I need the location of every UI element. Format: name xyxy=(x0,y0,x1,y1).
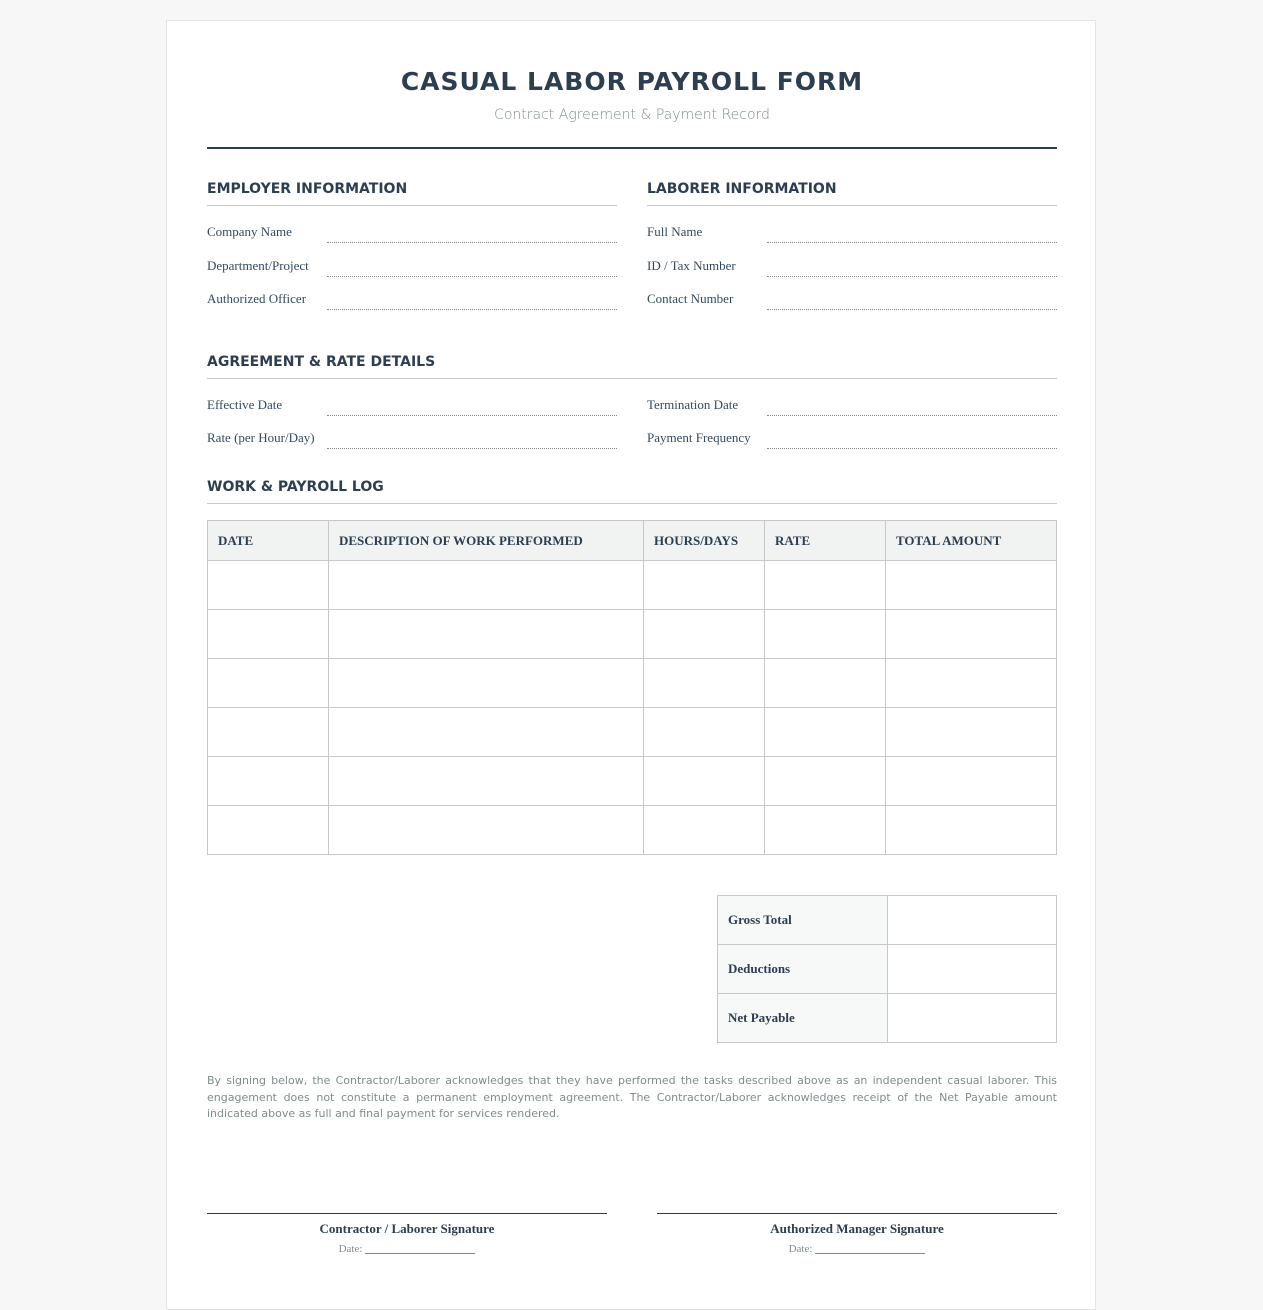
column-header-rate: RATE xyxy=(765,521,886,561)
gross-total-label: Gross Total xyxy=(718,896,888,945)
column-header-total: TOTAL AMOUNT xyxy=(886,521,1057,561)
company-name-field[interactable] xyxy=(207,221,617,243)
laborer-section-title: LABORER INFORMATION xyxy=(647,181,1057,206)
table-cell[interactable] xyxy=(329,757,644,806)
net-payable-value-cell[interactable] xyxy=(888,994,1057,1043)
field-label: Rate (per Hour/Day) xyxy=(207,430,315,445)
table-row xyxy=(208,561,1057,610)
table-cell[interactable] xyxy=(644,757,765,806)
field-label: Full Name xyxy=(647,224,703,239)
table-row xyxy=(208,757,1057,806)
table-cell[interactable] xyxy=(208,610,329,659)
table-cell[interactable] xyxy=(765,708,886,757)
table-cell[interactable] xyxy=(208,708,329,757)
date-label: Date: xyxy=(788,1243,813,1255)
table-cell[interactable] xyxy=(329,610,644,659)
table-cell[interactable] xyxy=(329,659,644,708)
id-tax-number-field[interactable] xyxy=(647,255,1057,277)
date-label: Date: xyxy=(338,1243,363,1255)
net-payable-row xyxy=(718,994,1057,1043)
field-label: Authorized Officer xyxy=(207,291,307,306)
field-label: ID / Tax Number xyxy=(647,258,736,273)
payment-frequency-field[interactable] xyxy=(647,427,1057,449)
effective-date-line[interactable] xyxy=(327,397,617,416)
effective-date-field[interactable] xyxy=(207,394,617,416)
date-blank[interactable] xyxy=(365,1243,475,1254)
table-cell[interactable] xyxy=(644,610,765,659)
table-row xyxy=(208,610,1057,659)
termination-date-line[interactable] xyxy=(767,397,1057,416)
authorized-officer-line[interactable] xyxy=(327,291,617,310)
table-cell[interactable] xyxy=(208,806,329,855)
field-label: Termination Date xyxy=(647,397,739,412)
field-label: Department/Project xyxy=(207,258,309,273)
manager-signature-line[interactable] xyxy=(657,1213,1057,1214)
table-row xyxy=(208,806,1057,855)
laborer-signature-date xyxy=(207,1243,607,1255)
department-project-line[interactable] xyxy=(327,258,617,277)
termination-date-field[interactable] xyxy=(647,394,1057,416)
table-cell[interactable] xyxy=(765,610,886,659)
deductions-value-cell[interactable] xyxy=(888,945,1057,994)
table-cell[interactable] xyxy=(765,561,886,610)
table-cell[interactable] xyxy=(765,757,886,806)
table-cell[interactable] xyxy=(886,757,1057,806)
field-label: Effective Date xyxy=(207,397,283,412)
contact-number-field[interactable] xyxy=(647,288,1057,310)
rate-line[interactable] xyxy=(327,430,617,449)
date-blank[interactable] xyxy=(815,1243,925,1254)
laborer-signature-line[interactable] xyxy=(207,1213,607,1214)
deductions-label: Deductions xyxy=(718,945,888,994)
table-cell[interactable] xyxy=(886,561,1057,610)
field-label: Company Name xyxy=(207,224,292,239)
form-title: CASUAL LABOR PAYROLL FORM xyxy=(400,67,864,96)
rate-field[interactable] xyxy=(207,427,617,449)
header-divider xyxy=(207,147,1057,149)
table-cell[interactable] xyxy=(644,806,765,855)
full-name-field[interactable] xyxy=(647,221,1057,243)
authorized-officer-field[interactable] xyxy=(207,288,617,310)
contact-number-line[interactable] xyxy=(767,291,1057,310)
table-cell[interactable] xyxy=(765,659,886,708)
table-header-row xyxy=(208,521,1057,561)
table-cell[interactable] xyxy=(329,806,644,855)
table-cell[interactable] xyxy=(886,806,1057,855)
payment-frequency-line[interactable] xyxy=(767,430,1057,449)
manager-signature-label: Authorized Manager Signature xyxy=(770,1221,944,1236)
table-cell[interactable] xyxy=(208,659,329,708)
table-cell[interactable] xyxy=(886,610,1057,659)
net-payable-label: Net Payable xyxy=(718,994,888,1043)
column-header-date: DATE xyxy=(208,521,329,561)
table-cell[interactable] xyxy=(644,708,765,757)
totals-table xyxy=(717,895,1057,1043)
table-cell[interactable] xyxy=(644,659,765,708)
table-cell[interactable] xyxy=(329,561,644,610)
company-name-line[interactable] xyxy=(327,224,617,243)
column-header-hours: HOURS/DAYS xyxy=(644,521,765,561)
agreement-section-title: AGREEMENT & RATE DETAILS xyxy=(207,354,1057,379)
laborer-signature-block xyxy=(207,1213,607,1255)
employer-section-title: EMPLOYER INFORMATION xyxy=(207,181,617,206)
form-page xyxy=(166,20,1096,1310)
department-project-field[interactable] xyxy=(207,255,617,277)
field-label: Contact Number xyxy=(647,291,734,306)
table-cell[interactable] xyxy=(329,708,644,757)
manager-signature-block xyxy=(657,1213,1057,1255)
deductions-row xyxy=(718,945,1057,994)
table-cell[interactable] xyxy=(644,561,765,610)
field-label: Payment Frequency xyxy=(647,430,751,445)
column-header-description: DESCRIPTION OF WORK PERFORMED xyxy=(329,521,644,561)
table-cell[interactable] xyxy=(886,659,1057,708)
gross-total-row xyxy=(718,896,1057,945)
log-section-title: WORK & PAYROLL LOG xyxy=(207,479,1057,504)
table-cell[interactable] xyxy=(765,806,886,855)
table-cell[interactable] xyxy=(886,708,1057,757)
table-cell[interactable] xyxy=(208,561,329,610)
gross-total-value-cell[interactable] xyxy=(888,896,1057,945)
disclaimer-text: By signing below, the Contractor/Laborer acknowledges that they have performed the tasks described above as an independent casual laborer. This engagement does not constitute a permanent employment agreement. The Contractor/Laborer acknowledges receipt of the Net Payable amount indicated above as full and final payment for services rendered. xyxy=(207,1074,1057,1120)
id-tax-number-line[interactable] xyxy=(767,258,1057,277)
manager-signature-date xyxy=(657,1243,1057,1255)
table-row xyxy=(208,659,1057,708)
table-row xyxy=(208,708,1057,757)
payroll-log-table xyxy=(207,520,1057,855)
table-cell[interactable] xyxy=(208,757,329,806)
laborer-signature-label: Contractor / Laborer Signature xyxy=(319,1221,495,1236)
full-name-line[interactable] xyxy=(767,224,1057,243)
form-subtitle: Contract Agreement & Payment Record xyxy=(494,107,770,123)
